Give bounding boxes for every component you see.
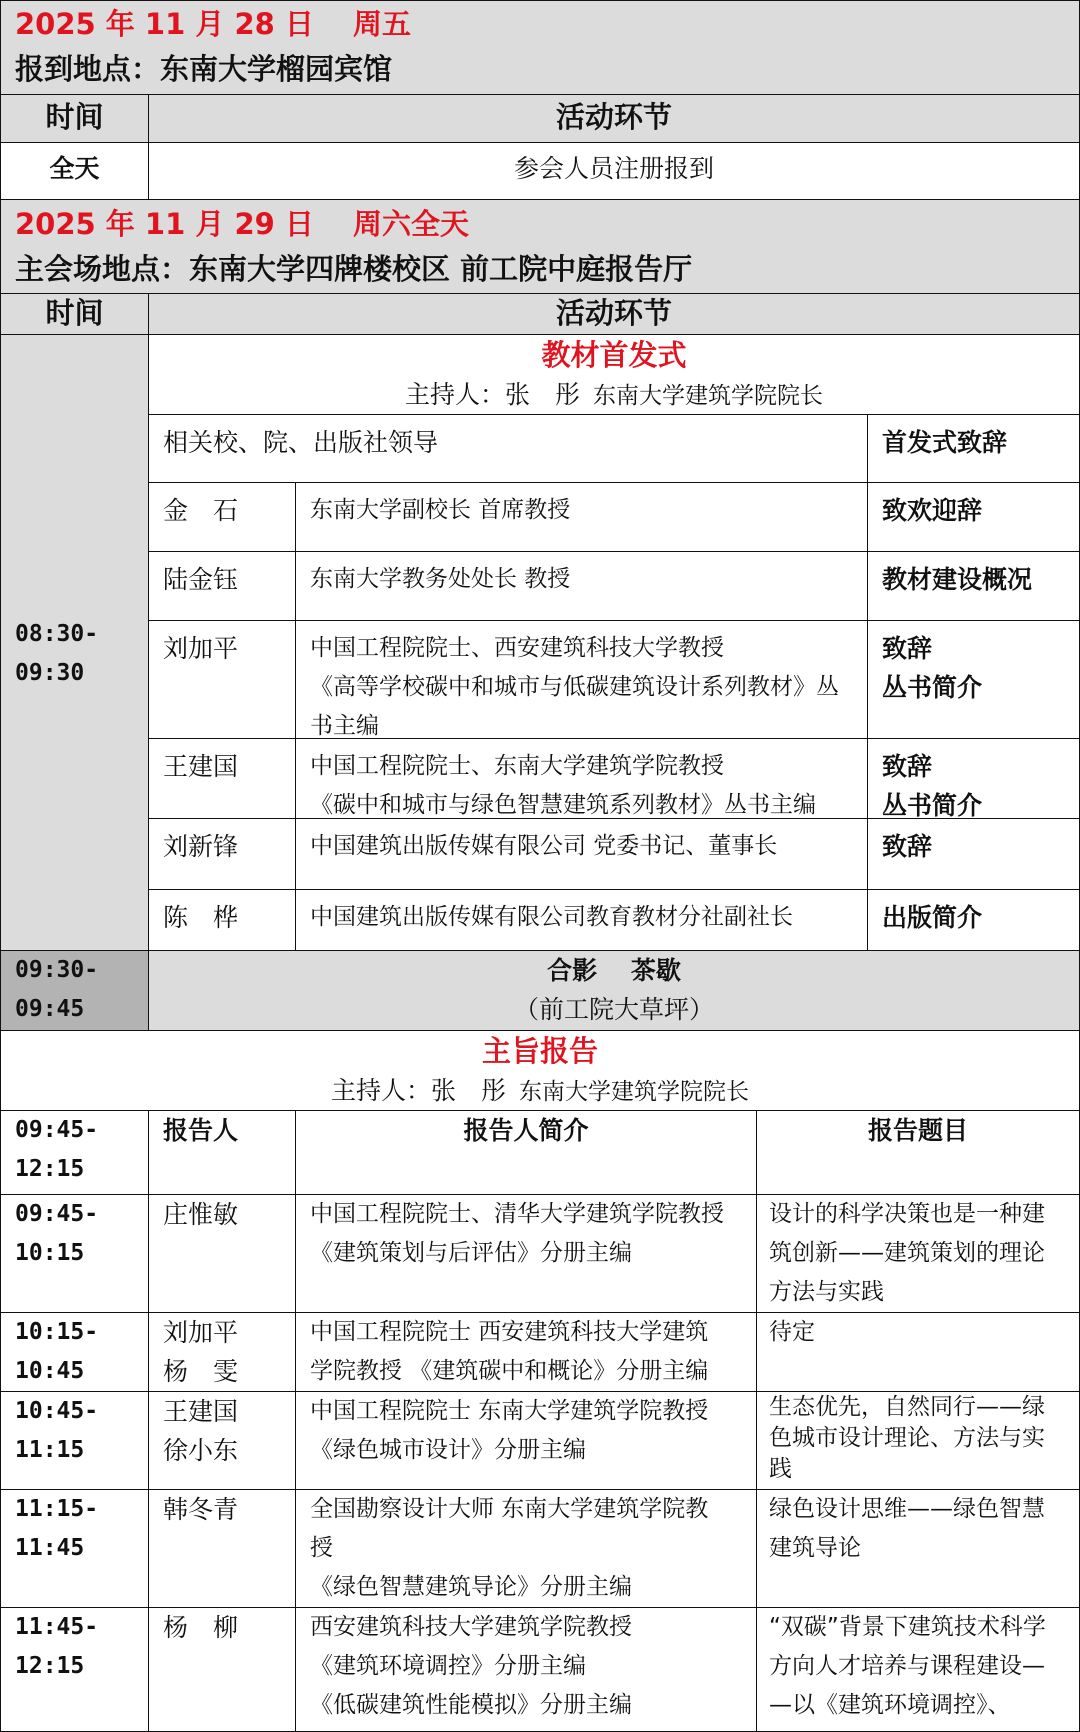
keynote-row-intro [295, 1607, 757, 1732]
speaker-desc [295, 889, 868, 951]
keynote-host-role: 东南大学建筑学院院长 [519, 1079, 750, 1105]
break-cell [148, 950, 1080, 1031]
keynote-row-topic [756, 1607, 1080, 1732]
keynote-host-label: 主持人：张 彤 [330, 1076, 506, 1105]
speaker-name: 王建国 [148, 738, 296, 819]
keynote-row-intro [295, 1312, 757, 1392]
speaker-name: 陆金钰 [148, 551, 296, 621]
keynote-row-time-line: 11:15 [15, 1437, 85, 1463]
keynote-row-topic [756, 1489, 1080, 1608]
keynote-row-intro-line: 《低碳建筑性能模拟》分册主编 [310, 1692, 632, 1718]
break-place: （前工院大草坪） [513, 995, 714, 1024]
speaker-name: 金 石 [148, 482, 296, 552]
keynote-row-speaker-name: 韩冬青 [163, 1495, 239, 1524]
speaker-name: 刘加平 [148, 620, 296, 739]
keynote-row-topic-line: —以《建筑环境调控》、 [769, 1692, 1011, 1718]
keynote-time-header [0, 1110, 149, 1195]
day2-col-activity: 活动环节 [148, 293, 1080, 335]
keynote-row-topic [756, 1194, 1080, 1313]
break-time-start: 09:30- [15, 957, 99, 983]
keynote-row-speaker-name: 庄惟敏 [163, 1200, 239, 1229]
keynote-row-topic-line: 待定 [769, 1319, 815, 1345]
keynote-row-speaker-name: 王建国 [163, 1397, 239, 1426]
day2-header-block [0, 199, 1080, 294]
keynote-row-time-line: 10:45 [15, 1358, 85, 1384]
keynote-row-time-line: 10:45- [15, 1398, 99, 1424]
keynote-row-intro-line: 《绿色城市设计》分册主编 [310, 1437, 586, 1463]
day1-row-activity: 参会人员注册报到 [148, 142, 1080, 200]
launch-host-label: 主持人：张 彤 [404, 380, 580, 409]
launch-time-cell [0, 334, 149, 951]
keynote-row-intro-line: 《绿色智慧建筑导论》分册主编 [310, 1574, 632, 1600]
speaker-desc [295, 551, 868, 621]
speaker-role-line: 教材建设概况 [882, 565, 1033, 594]
speaker-desc-line: 东南大学副校长 首席教授 [310, 497, 571, 523]
keynote-row-topic-line: 生态优先，自然同行——绿 [769, 1394, 1045, 1420]
keynote-row-time-line: 11:45 [15, 1535, 85, 1561]
speaker-desc [295, 620, 868, 739]
keynote-row-time [0, 1312, 149, 1392]
keynote-row-speaker-name: 杨 雯 [163, 1357, 239, 1386]
keynote-row-intro-line: 西安建筑科技大学建筑学院教授 [310, 1614, 632, 1640]
launch-time-end: 09:30 [15, 660, 85, 686]
launch-title: 教材首发式 [541, 338, 687, 372]
keynote-row-speaker [148, 1312, 296, 1392]
break-title: 合影 茶歇 [547, 956, 681, 985]
keynote-row-speaker [148, 1607, 296, 1732]
keynote-row-topic [756, 1312, 1080, 1392]
day1-date: 2025 年 11 月 28 日 周五 [15, 7, 412, 41]
speaker-desc [295, 482, 868, 552]
speaker-desc-line: 中国工程院院士、西安建筑科技大学教授 [310, 635, 724, 661]
keynote-row-speaker [148, 1194, 296, 1313]
keynote-row-topic-line: 设计的科学决策也是一种建 [769, 1201, 1045, 1227]
keynote-row-intro [295, 1194, 757, 1313]
keynote-time-end: 12:15 [15, 1156, 85, 1182]
speaker-role [867, 551, 1080, 621]
speaker-role [867, 620, 1080, 739]
speaker-role [867, 889, 1080, 951]
speaker-role [867, 818, 1080, 890]
speaker-role-line: 丛书简介 [882, 791, 983, 819]
speaker-desc-line: 中国工程院院士、东南大学建筑学院教授 [310, 753, 724, 779]
keynote-col-topic: 报告题目 [756, 1110, 1080, 1195]
keynote-row-intro-line: 中国工程院院士、清华大学建筑学院教授 [310, 1201, 724, 1227]
speaker-role-line: 致辞 [882, 832, 933, 861]
keynote-row-intro [295, 1391, 757, 1490]
keynote-row-intro-line: 中国工程院院士 西安建筑科技大学建筑 [310, 1319, 709, 1345]
keynote-row-topic-line: 方法与实践 [769, 1279, 884, 1305]
keynote-row-time [0, 1489, 149, 1608]
keynote-row-topic-line: 色城市设计理论、方法与实 [769, 1425, 1045, 1451]
keynote-row-time-line: 10:15 [15, 1240, 85, 1266]
keynote-row-topic-line: 践 [769, 1456, 792, 1482]
speaker-desc-line: 《碳中和城市与绿色智慧建筑系列教材》丛书主编 [310, 792, 816, 818]
speaker-desc [295, 738, 868, 819]
break-time-end: 09:45 [15, 996, 85, 1022]
keynote-row-speaker-name: 杨 柳 [163, 1613, 239, 1642]
speaker-role [867, 738, 1080, 819]
keynote-row-time-line: 11:45- [15, 1614, 99, 1640]
launch-time-start: 08:30- [15, 621, 99, 647]
keynote-row-intro-line: 《建筑环境调控》分册主编 [310, 1653, 586, 1679]
keynote-row-time-line: 09:45- [15, 1201, 99, 1227]
keynote-row-topic [756, 1391, 1080, 1490]
speaker-role-line: 致辞 [882, 752, 933, 781]
keynote-time-start: 09:45- [15, 1117, 99, 1143]
day2-location: 主会场地点：东南大学四牌楼校区 前工院中庭报告厅 [15, 252, 693, 286]
launch-leaders-role: 首发式致辞 [867, 414, 1080, 483]
speaker-name: 刘新锋 [148, 818, 296, 890]
keynote-title: 主旨报告 [481, 1034, 598, 1068]
keynote-row-time-line: 12:15 [15, 1653, 85, 1679]
keynote-row-speaker [148, 1489, 296, 1608]
keynote-row-speaker [148, 1391, 296, 1490]
speaker-name: 陈 桦 [148, 889, 296, 951]
keynote-row-intro-line: 《建筑策划与后评估》分册主编 [310, 1240, 632, 1266]
speaker-role-line: 致辞 [882, 634, 933, 663]
speaker-desc-line: 《高等学校碳中和城市与低碳建筑设计系列教材》丛 [310, 674, 839, 700]
keynote-col-speaker: 报告人 [148, 1110, 296, 1195]
speaker-desc-line: 中国建筑出版传媒有限公司教育教材分社副社长 [310, 904, 793, 930]
day1-col-activity: 活动环节 [148, 94, 1080, 143]
keynote-row-time [0, 1391, 149, 1490]
keynote-col-intro: 报告人简介 [295, 1110, 757, 1195]
keynote-row-topic-line: 建筑导论 [769, 1535, 861, 1561]
day2-col-time: 时间 [0, 293, 149, 335]
keynote-row-time-line: 11:15- [15, 1496, 99, 1522]
keynote-row-time [0, 1607, 149, 1732]
keynote-row-topic-line: “双碳”背景下建筑技术科学 [769, 1614, 1046, 1640]
day1-location: 报到地点：东南大学榴园宾馆 [15, 52, 393, 86]
launch-leaders-label: 相关校、院、出版社领导 [148, 414, 868, 483]
keynote-row-topic-line: 筑创新——建筑策划的理论 [769, 1240, 1045, 1266]
keynote-row-intro-line: 授 [310, 1535, 333, 1561]
keynote-row-speaker-name: 徐小东 [163, 1436, 239, 1465]
speaker-role-line: 致欢迎辞 [882, 496, 983, 525]
speaker-role-line: 丛书简介 [882, 673, 983, 702]
keynote-row-intro-line: 中国工程院院士 东南大学建筑学院教授 [310, 1398, 709, 1424]
day1-row-time: 全天 [0, 142, 149, 200]
keynote-row-speaker-name: 刘加平 [163, 1318, 239, 1347]
keynote-row-topic-line: 绿色设计思维——绿色智慧 [769, 1496, 1045, 1522]
speaker-desc [295, 818, 868, 890]
keynote-title-cell [0, 1030, 1080, 1111]
speaker-desc-line: 书主编 [310, 713, 379, 739]
keynote-row-time-line: 10:15- [15, 1319, 99, 1345]
speaker-desc-line: 东南大学教务处处长 教授 [310, 566, 571, 592]
launch-host [149, 375, 1079, 415]
break-time-cell [0, 950, 149, 1031]
launch-title-cell [148, 334, 1080, 415]
keynote-host [1, 1071, 1079, 1111]
keynote-row-time [0, 1194, 149, 1313]
speaker-role-line: 出版简介 [882, 903, 983, 932]
day1-col-time: 时间 [0, 94, 149, 143]
day2-date: 2025 年 11 月 29 日 周六全天 [15, 207, 470, 241]
speaker-desc-line: 中国建筑出版传媒有限公司 党委书记、董事长 [310, 833, 778, 859]
keynote-row-intro [295, 1489, 757, 1608]
speaker-role [867, 482, 1080, 552]
keynote-row-intro-line: 全国勘察设计大师 东南大学建筑学院教 [310, 1496, 709, 1522]
day1-header-block [0, 0, 1080, 95]
keynote-row-topic-line: 方向人才培养与课程建设— [769, 1653, 1045, 1679]
launch-host-role: 东南大学建筑学院院长 [593, 383, 824, 409]
keynote-row-intro-line: 学院教授 《建筑碳中和概论》分册主编 [310, 1358, 709, 1384]
